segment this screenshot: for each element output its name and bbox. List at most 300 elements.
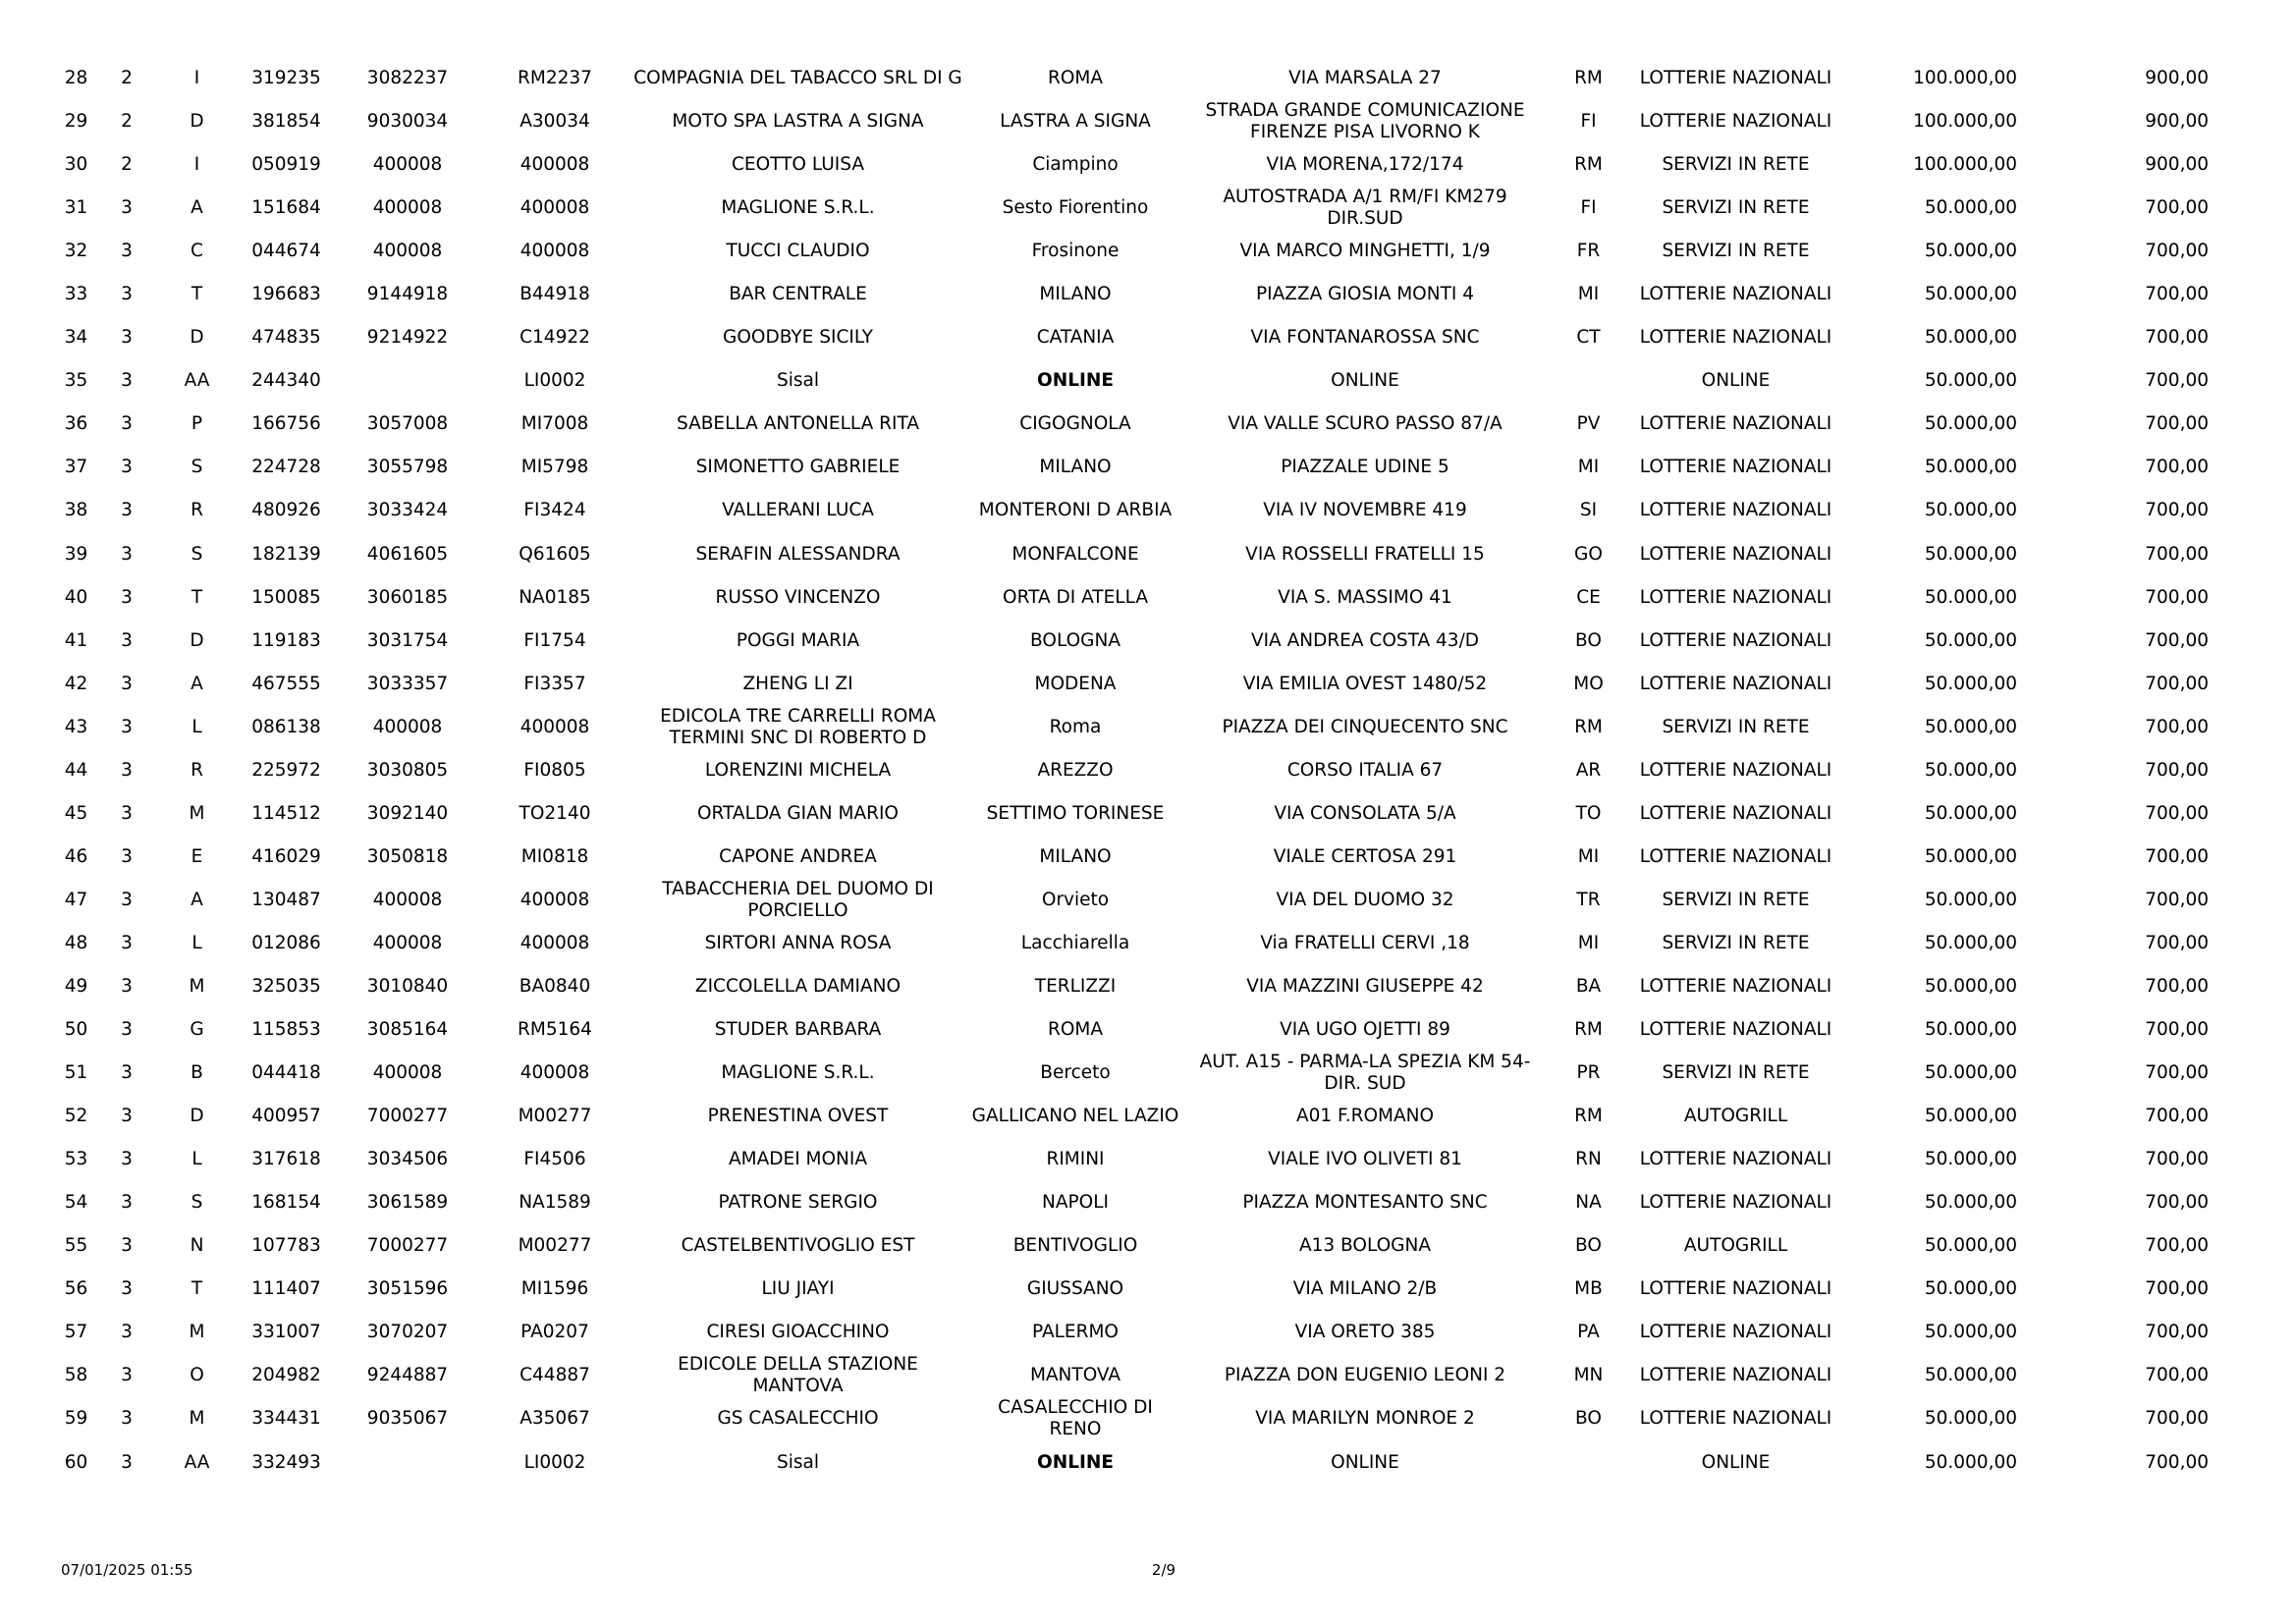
cell-channel: LOTTERIE NAZIONALI bbox=[1639, 68, 1832, 89]
cell-address: VIA FONTANAROSSA SNC bbox=[1250, 327, 1480, 349]
cell-address: PIAZZA DEI CINQUECENTO SNC bbox=[1222, 716, 1508, 737]
cell-bonus-amount: 700,00 bbox=[2145, 1192, 2209, 1214]
winners-table-page bbox=[54, 57, 2214, 1485]
cell-bonus-amount: 700,00 bbox=[2145, 1019, 2209, 1041]
cell-letter: L bbox=[191, 716, 202, 737]
cell-prize-amount: 50.000,00 bbox=[1924, 1106, 2017, 1127]
cell-prize-amount: 50.000,00 bbox=[1924, 759, 2017, 781]
cell-bonus-amount: 700,00 bbox=[2145, 370, 2209, 392]
table-row bbox=[54, 792, 2214, 836]
cell-prize-amount: 50.000,00 bbox=[1924, 1149, 2017, 1170]
cell-ticket-number: 480926 bbox=[251, 500, 321, 521]
cell-channel: ONLINE bbox=[1701, 1451, 1771, 1473]
cell-bonus-amount: 700,00 bbox=[2145, 1408, 2209, 1430]
cell-seller-name: EDICOLE DELLA STAZIONE MANTOVA bbox=[678, 1354, 918, 1397]
cell-letter: AA bbox=[184, 1451, 210, 1473]
cell-code: 3061589 bbox=[366, 1192, 449, 1214]
cell-code: 3085164 bbox=[366, 1019, 449, 1041]
cell-channel: SERVIZI IN RETE bbox=[1662, 1062, 1810, 1084]
cell-channel: SERVIZI IN RETE bbox=[1662, 716, 1810, 737]
cell-bonus-amount: 700,00 bbox=[2145, 327, 2209, 349]
cell-address: VIA S. MASSIMO 41 bbox=[1278, 586, 1452, 608]
cell-bonus-amount: 700,00 bbox=[2145, 241, 2209, 262]
cell-city: Sesto Fiorentino bbox=[1002, 197, 1149, 219]
cell-letter: D bbox=[190, 111, 204, 133]
cell-province: RM bbox=[1574, 154, 1603, 176]
cell-seller-name: CEOTTO LUISA bbox=[731, 154, 864, 176]
table-row bbox=[54, 446, 2214, 489]
cell-city: MILANO bbox=[1039, 284, 1112, 305]
table-row bbox=[54, 1311, 2214, 1354]
cell-position: 59 bbox=[64, 1408, 88, 1430]
cell-letter: M bbox=[189, 1322, 205, 1343]
table-row bbox=[54, 1095, 2214, 1138]
cell-address: VIA MILANO 2/B bbox=[1292, 1278, 1438, 1300]
cell-channel: LOTTERIE NAZIONALI bbox=[1639, 976, 1832, 997]
cell-position: 38 bbox=[64, 500, 88, 521]
cell-agency-code: 400008 bbox=[519, 716, 590, 737]
cell-city: MONFALCONE bbox=[1011, 543, 1139, 565]
cell-letter: R bbox=[191, 500, 203, 521]
cell-agency-code: FI0805 bbox=[523, 759, 586, 781]
cell-province: TR bbox=[1576, 889, 1601, 910]
cell-agency-code: NA1589 bbox=[519, 1192, 591, 1214]
cell-province: TO bbox=[1575, 802, 1602, 824]
cell-seller-name: TUCCI CLAUDIO bbox=[726, 241, 870, 262]
table-row bbox=[54, 187, 2214, 230]
cell-agency-code: LI0002 bbox=[523, 1451, 586, 1473]
cell-position: 32 bbox=[64, 241, 88, 262]
cell-code: 400008 bbox=[372, 889, 443, 910]
cell-position: 54 bbox=[64, 1192, 88, 1214]
cell-position: 43 bbox=[64, 716, 88, 737]
cell-code: 9214922 bbox=[366, 327, 449, 349]
cell-position: 37 bbox=[64, 457, 88, 478]
cell-letter: D bbox=[190, 327, 204, 349]
cell-bonus-amount: 700,00 bbox=[2145, 845, 2209, 867]
cell-ticket-number: 107783 bbox=[251, 1235, 321, 1257]
cell-prize-amount: 100.000,00 bbox=[1913, 68, 2017, 89]
cell-city: CATANIA bbox=[1036, 327, 1115, 349]
cell-city: ROMA bbox=[1047, 1019, 1104, 1041]
cell-code: 3060185 bbox=[366, 586, 449, 608]
cell-letter: D bbox=[190, 629, 204, 651]
cell-letter: A bbox=[191, 197, 203, 219]
cell-address: VIA VALLE SCURO PASSO 87/A bbox=[1228, 413, 1503, 435]
cell-bonus-amount: 700,00 bbox=[2145, 586, 2209, 608]
cell-seller-name: SIRTORI ANNA ROSA bbox=[704, 932, 892, 953]
cell-address: VIA ANDREA COSTA 43/D bbox=[1250, 629, 1480, 651]
cell-code: 3034506 bbox=[366, 1149, 449, 1170]
cell-province: RM bbox=[1574, 1106, 1603, 1127]
cell-code: 400008 bbox=[372, 716, 443, 737]
cell-letter: O bbox=[190, 1365, 204, 1386]
cell-category: 3 bbox=[121, 1235, 133, 1257]
cell-ticket-number: 166756 bbox=[251, 413, 321, 435]
cell-ticket-number: 317618 bbox=[251, 1149, 321, 1170]
cell-seller-name: ZHENG LI ZI bbox=[742, 673, 853, 694]
cell-code: 3082237 bbox=[366, 68, 449, 89]
cell-province: PR bbox=[1576, 1062, 1601, 1084]
cell-province: MN bbox=[1573, 1365, 1604, 1386]
cell-address: ONLINE bbox=[1331, 1451, 1399, 1473]
cell-category: 3 bbox=[121, 457, 133, 478]
cell-prize-amount: 50.000,00 bbox=[1924, 1235, 2017, 1257]
cell-seller-name: CASTELBENTIVOGLIO EST bbox=[681, 1235, 915, 1257]
cell-address: PIAZZALE UDINE 5 bbox=[1281, 457, 1449, 478]
cell-letter: E bbox=[191, 845, 203, 867]
cell-address: AUT. A15 - PARMA-LA SPEZIA KM 54-DIR. SUD bbox=[1199, 1052, 1531, 1095]
cell-category: 2 bbox=[121, 68, 133, 89]
cell-channel: SERVIZI IN RETE bbox=[1662, 154, 1810, 176]
cell-city: ONLINE bbox=[1036, 370, 1114, 392]
cell-channel: LOTTERIE NAZIONALI bbox=[1639, 1019, 1832, 1041]
table-body bbox=[54, 57, 2214, 1485]
cell-seller-name: ORTALDA GIAN MARIO bbox=[696, 802, 899, 824]
cell-ticket-number: 224728 bbox=[251, 457, 321, 478]
cell-position: 48 bbox=[64, 932, 88, 953]
cell-address: VIA UGO OJETTI 89 bbox=[1280, 1019, 1450, 1041]
cell-prize-amount: 50.000,00 bbox=[1924, 327, 2017, 349]
cell-seller-name: ZICCOLELLA DAMIANO bbox=[694, 976, 902, 997]
cell-position: 44 bbox=[64, 759, 88, 781]
cell-agency-code: NA0185 bbox=[519, 586, 591, 608]
cell-address: VIA EMILIA OVEST 1480/52 bbox=[1242, 673, 1488, 694]
cell-agency-code: 400008 bbox=[519, 241, 590, 262]
cell-category: 3 bbox=[121, 1278, 133, 1300]
cell-city: ROMA bbox=[1047, 68, 1104, 89]
cell-prize-amount: 100.000,00 bbox=[1913, 154, 2017, 176]
cell-code: 3070207 bbox=[366, 1322, 449, 1343]
cell-code: 7000277 bbox=[366, 1106, 449, 1127]
cell-position: 30 bbox=[64, 154, 88, 176]
cell-letter: G bbox=[190, 1019, 204, 1041]
cell-category: 2 bbox=[121, 154, 133, 176]
table-row bbox=[54, 620, 2214, 663]
cell-province: BO bbox=[1575, 1408, 1602, 1430]
cell-letter: L bbox=[191, 1149, 202, 1170]
cell-channel: LOTTERIE NAZIONALI bbox=[1639, 413, 1832, 435]
cell-prize-amount: 50.000,00 bbox=[1924, 197, 2017, 219]
cell-prize-amount: 50.000,00 bbox=[1924, 1322, 2017, 1343]
table-row bbox=[54, 359, 2214, 403]
table-row bbox=[54, 273, 2214, 316]
cell-code: 3092140 bbox=[366, 802, 449, 824]
cell-bonus-amount: 700,00 bbox=[2145, 1365, 2209, 1386]
cell-code: 400008 bbox=[372, 154, 443, 176]
cell-address: Via FRATELLI CERVI ,18 bbox=[1260, 932, 1470, 953]
table-row bbox=[54, 879, 2214, 922]
cell-category: 3 bbox=[121, 197, 133, 219]
cell-ticket-number: 325035 bbox=[251, 976, 321, 997]
cell-position: 34 bbox=[64, 327, 88, 349]
cell-letter: A bbox=[191, 889, 203, 910]
cell-agency-code: 400008 bbox=[519, 197, 590, 219]
cell-position: 40 bbox=[64, 586, 88, 608]
cell-bonus-amount: 900,00 bbox=[2145, 154, 2209, 176]
cell-prize-amount: 50.000,00 bbox=[1924, 673, 2017, 694]
cell-channel: LOTTERIE NAZIONALI bbox=[1639, 1322, 1832, 1343]
cell-city: ORTA DI ATELLA bbox=[1003, 586, 1148, 608]
cell-ticket-number: 381854 bbox=[251, 111, 321, 133]
cell-code bbox=[334, 1441, 481, 1485]
cell-city: BENTIVOGLIO bbox=[1012, 1235, 1138, 1257]
table-row bbox=[54, 1268, 2214, 1311]
cell-bonus-amount: 700,00 bbox=[2145, 932, 2209, 953]
cell-letter: M bbox=[189, 1408, 205, 1430]
cell-bonus-amount: 700,00 bbox=[2145, 759, 2209, 781]
cell-bonus-amount: 700,00 bbox=[2145, 284, 2209, 305]
cell-channel: LOTTERIE NAZIONALI bbox=[1639, 500, 1832, 521]
print-timestamp: 07/01/2025 01:55 bbox=[61, 1561, 193, 1579]
cell-ticket-number: 044674 bbox=[251, 241, 321, 262]
cell-prize-amount: 50.000,00 bbox=[1924, 976, 2017, 997]
cell-position: 29 bbox=[64, 111, 88, 133]
table-row bbox=[54, 316, 2214, 359]
cell-channel: SERVIZI IN RETE bbox=[1662, 889, 1810, 910]
cell-address: PIAZZA MONTESANTO SNC bbox=[1242, 1192, 1488, 1214]
cell-bonus-amount: 900,00 bbox=[2145, 68, 2209, 89]
cell-prize-amount: 50.000,00 bbox=[1924, 457, 2017, 478]
cell-category: 3 bbox=[121, 759, 133, 781]
cell-seller-name: Sisal bbox=[777, 1451, 819, 1473]
cell-seller-name: MOTO SPA LASTRA A SIGNA bbox=[672, 111, 924, 133]
table-row bbox=[54, 1224, 2214, 1268]
cell-category: 3 bbox=[121, 889, 133, 910]
cell-code: 3010840 bbox=[366, 976, 449, 997]
cell-prize-amount: 50.000,00 bbox=[1924, 543, 2017, 565]
cell-letter: D bbox=[190, 1106, 204, 1127]
cell-channel: LOTTERIE NAZIONALI bbox=[1639, 1192, 1832, 1214]
cell-bonus-amount: 700,00 bbox=[2145, 1278, 2209, 1300]
cell-code: 400008 bbox=[372, 197, 443, 219]
cell-prize-amount: 50.000,00 bbox=[1924, 1192, 2017, 1214]
cell-letter: P bbox=[191, 413, 203, 435]
cell-seller-name: PRENESTINA OVEST bbox=[707, 1106, 889, 1127]
cell-agency-code: M00277 bbox=[518, 1235, 592, 1257]
cell-prize-amount: 50.000,00 bbox=[1924, 1062, 2017, 1084]
table-row bbox=[54, 1354, 2214, 1397]
cell-ticket-number: 111407 bbox=[251, 1278, 321, 1300]
cell-channel: LOTTERIE NAZIONALI bbox=[1639, 586, 1832, 608]
cell-address: VIA MARCO MINGHETTI, 1/9 bbox=[1239, 241, 1491, 262]
cell-bonus-amount: 700,00 bbox=[2145, 1062, 2209, 1084]
cell-city: MILANO bbox=[1039, 457, 1112, 478]
cell-prize-amount: 50.000,00 bbox=[1924, 370, 2017, 392]
cell-seller-name: MAGLIONE S.R.L. bbox=[721, 1062, 875, 1084]
cell-channel: ONLINE bbox=[1701, 370, 1771, 392]
cell-prize-amount: 50.000,00 bbox=[1924, 1451, 2017, 1473]
cell-city: Ciampino bbox=[1032, 154, 1119, 176]
cell-prize-amount: 50.000,00 bbox=[1924, 500, 2017, 521]
cell-category: 3 bbox=[121, 1062, 133, 1084]
cell-agency-code: 400008 bbox=[519, 889, 590, 910]
cell-agency-code: C44887 bbox=[519, 1365, 590, 1386]
cell-category: 3 bbox=[121, 673, 133, 694]
cell-city: PALERMO bbox=[1031, 1322, 1119, 1343]
cell-seller-name: MAGLIONE S.R.L. bbox=[721, 197, 875, 219]
cell-category: 3 bbox=[121, 543, 133, 565]
cell-address: A13 BOLOGNA bbox=[1298, 1235, 1432, 1257]
table-row bbox=[54, 965, 2214, 1008]
cell-city: BOLOGNA bbox=[1030, 629, 1121, 651]
cell-channel: SERVIZI IN RETE bbox=[1662, 932, 1810, 953]
cell-channel: LOTTERIE NAZIONALI bbox=[1639, 543, 1832, 565]
cell-province: PA bbox=[1577, 1322, 1600, 1343]
cell-category: 3 bbox=[121, 802, 133, 824]
table-row bbox=[54, 533, 2214, 576]
cell-seller-name: TABACCHERIA DEL DUOMO DI PORCIELLO bbox=[662, 878, 934, 921]
cell-province: MI bbox=[1577, 845, 1600, 867]
cell-address: PIAZZA GIOSIA MONTI 4 bbox=[1255, 284, 1474, 305]
cell-city: GALLICANO NEL LAZIO bbox=[971, 1106, 1179, 1127]
cell-category: 3 bbox=[121, 845, 133, 867]
cell-ticket-number: 115853 bbox=[251, 1019, 321, 1041]
cell-position: 45 bbox=[64, 802, 88, 824]
table-row bbox=[54, 100, 2214, 143]
cell-province: MI bbox=[1577, 284, 1600, 305]
cell-city: Frosinone bbox=[1031, 241, 1120, 262]
cell-code: 400008 bbox=[372, 241, 443, 262]
cell-position: 51 bbox=[64, 1062, 88, 1084]
cell-bonus-amount: 700,00 bbox=[2145, 802, 2209, 824]
cell-province: BO bbox=[1575, 629, 1602, 651]
cell-category: 3 bbox=[121, 1019, 133, 1041]
cell-position: 60 bbox=[64, 1451, 88, 1473]
cell-province: NA bbox=[1575, 1192, 1602, 1214]
cell-province: GO bbox=[1574, 543, 1603, 565]
cell-code: 9030034 bbox=[366, 111, 449, 133]
cell-ticket-number: 150085 bbox=[251, 586, 321, 608]
cell-address: VIA MORENA,172/174 bbox=[1266, 154, 1464, 176]
cell-letter: N bbox=[190, 1235, 204, 1257]
cell-bonus-amount: 700,00 bbox=[2145, 976, 2209, 997]
cell-channel: LOTTERIE NAZIONALI bbox=[1639, 111, 1832, 133]
cell-category: 3 bbox=[121, 327, 133, 349]
cell-ticket-number: 225972 bbox=[251, 759, 321, 781]
cell-code: 3030805 bbox=[366, 759, 449, 781]
table-row bbox=[54, 1397, 2214, 1440]
cell-position: 50 bbox=[64, 1019, 88, 1041]
table-row bbox=[54, 57, 2214, 100]
cell-bonus-amount: 700,00 bbox=[2145, 629, 2209, 651]
cell-category: 3 bbox=[121, 1365, 133, 1386]
cell-seller-name: RUSSO VINCENZO bbox=[715, 586, 881, 608]
cell-prize-amount: 50.000,00 bbox=[1924, 889, 2017, 910]
cell-ticket-number: 119183 bbox=[251, 629, 321, 651]
cell-agency-code: TO2140 bbox=[519, 802, 591, 824]
cell-bonus-amount: 700,00 bbox=[2145, 543, 2209, 565]
cell-position: 42 bbox=[64, 673, 88, 694]
cell-bonus-amount: 700,00 bbox=[2145, 197, 2209, 219]
cell-seller-name: GOODBYE SICILY bbox=[723, 327, 873, 349]
cell-position: 53 bbox=[64, 1149, 88, 1170]
cell-seller-name: GS CASALECCHIO bbox=[717, 1408, 879, 1430]
cell-position: 39 bbox=[64, 543, 88, 565]
cell-province: MO bbox=[1573, 673, 1604, 694]
cell-letter: T bbox=[191, 284, 203, 305]
cell-seller-name: VALLERANI LUCA bbox=[722, 500, 874, 521]
cell-address: VIA MAZZINI GIUSEPPE 42 bbox=[1246, 976, 1484, 997]
cell-bonus-amount: 700,00 bbox=[2145, 716, 2209, 737]
cell-bonus-amount: 700,00 bbox=[2145, 1451, 2209, 1473]
cell-category: 3 bbox=[121, 629, 133, 651]
cell-agency-code: MI7008 bbox=[520, 413, 589, 435]
cell-seller-name: CIRESI GIOACCHINO bbox=[706, 1322, 890, 1343]
cell-letter: L bbox=[191, 932, 202, 953]
cell-category: 3 bbox=[121, 1149, 133, 1170]
cell-agency-code: C14922 bbox=[519, 327, 590, 349]
cell-bonus-amount: 700,00 bbox=[2145, 1322, 2209, 1343]
cell-channel: LOTTERIE NAZIONALI bbox=[1639, 629, 1832, 651]
cell-channel: LOTTERIE NAZIONALI bbox=[1639, 284, 1832, 305]
cell-position: 31 bbox=[64, 197, 88, 219]
cell-category: 3 bbox=[121, 1322, 133, 1343]
cell-agency-code: RM2237 bbox=[518, 68, 592, 89]
cell-code: 4061605 bbox=[366, 543, 449, 565]
table-row bbox=[54, 706, 2214, 749]
cell-channel: LOTTERIE NAZIONALI bbox=[1639, 1408, 1832, 1430]
cell-agency-code: FI4506 bbox=[523, 1149, 586, 1170]
cell-letter: C bbox=[191, 241, 203, 262]
cell-code: 3055798 bbox=[366, 457, 449, 478]
cell-bonus-amount: 700,00 bbox=[2145, 1235, 2209, 1257]
cell-city: Berceto bbox=[1040, 1062, 1111, 1084]
cell-code: 9144918 bbox=[366, 284, 449, 305]
table-row bbox=[54, 143, 2214, 187]
cell-ticket-number: 332493 bbox=[251, 1451, 321, 1473]
cell-agency-code: Q61605 bbox=[519, 543, 591, 565]
cell-ticket-number: 204982 bbox=[251, 1365, 321, 1386]
cell-agency-code: FI3424 bbox=[523, 500, 586, 521]
cell-bonus-amount: 700,00 bbox=[2145, 1149, 2209, 1170]
cell-prize-amount: 50.000,00 bbox=[1924, 932, 2017, 953]
cell-agency-code: A35067 bbox=[519, 1408, 590, 1430]
cell-province: PV bbox=[1576, 413, 1601, 435]
cell-agency-code: 400008 bbox=[519, 154, 590, 176]
cell-prize-amount: 50.000,00 bbox=[1924, 802, 2017, 824]
cell-address: VIA ORETO 385 bbox=[1294, 1322, 1436, 1343]
cell-city: ONLINE bbox=[1036, 1451, 1114, 1473]
cell-address: PIAZZA DON EUGENIO LEONI 2 bbox=[1224, 1365, 1506, 1386]
cell-province: CT bbox=[1576, 327, 1601, 349]
cell-address: VIALE IVO OLIVETI 81 bbox=[1268, 1149, 1462, 1170]
cell-position: 35 bbox=[64, 370, 88, 392]
cell-province: RN bbox=[1575, 1149, 1602, 1170]
cell-province: BA bbox=[1575, 976, 1602, 997]
cell-position: 46 bbox=[64, 845, 88, 867]
cell-city: SETTIMO TORINESE bbox=[986, 802, 1165, 824]
cell-city: LASTRA A SIGNA bbox=[1000, 111, 1151, 133]
cell-seller-name: Sisal bbox=[777, 370, 819, 392]
cell-agency-code: RM5164 bbox=[518, 1019, 592, 1041]
cell-agency-code: A30034 bbox=[519, 111, 590, 133]
cell-channel: LOTTERIE NAZIONALI bbox=[1639, 457, 1832, 478]
cell-ticket-number: 168154 bbox=[251, 1192, 321, 1214]
cell-letter: M bbox=[189, 802, 205, 824]
cell-province: SI bbox=[1579, 500, 1598, 521]
cell-province: MI bbox=[1577, 457, 1600, 478]
cell-seller-name: PATRONE SERGIO bbox=[718, 1192, 878, 1214]
cell-ticket-number: 416029 bbox=[251, 845, 321, 867]
cell-agency-code: LI0002 bbox=[523, 370, 586, 392]
cell-letter: T bbox=[191, 1278, 203, 1300]
cell-province: MI bbox=[1577, 932, 1600, 953]
cell-seller-name: BAR CENTRALE bbox=[729, 284, 867, 305]
cell-seller-name: EDICOLA TRE CARRELLI ROMA TERMINI SNC DI ROBERTO D bbox=[660, 705, 936, 748]
table-row bbox=[54, 403, 2214, 446]
cell-channel: LOTTERIE NAZIONALI bbox=[1639, 759, 1832, 781]
